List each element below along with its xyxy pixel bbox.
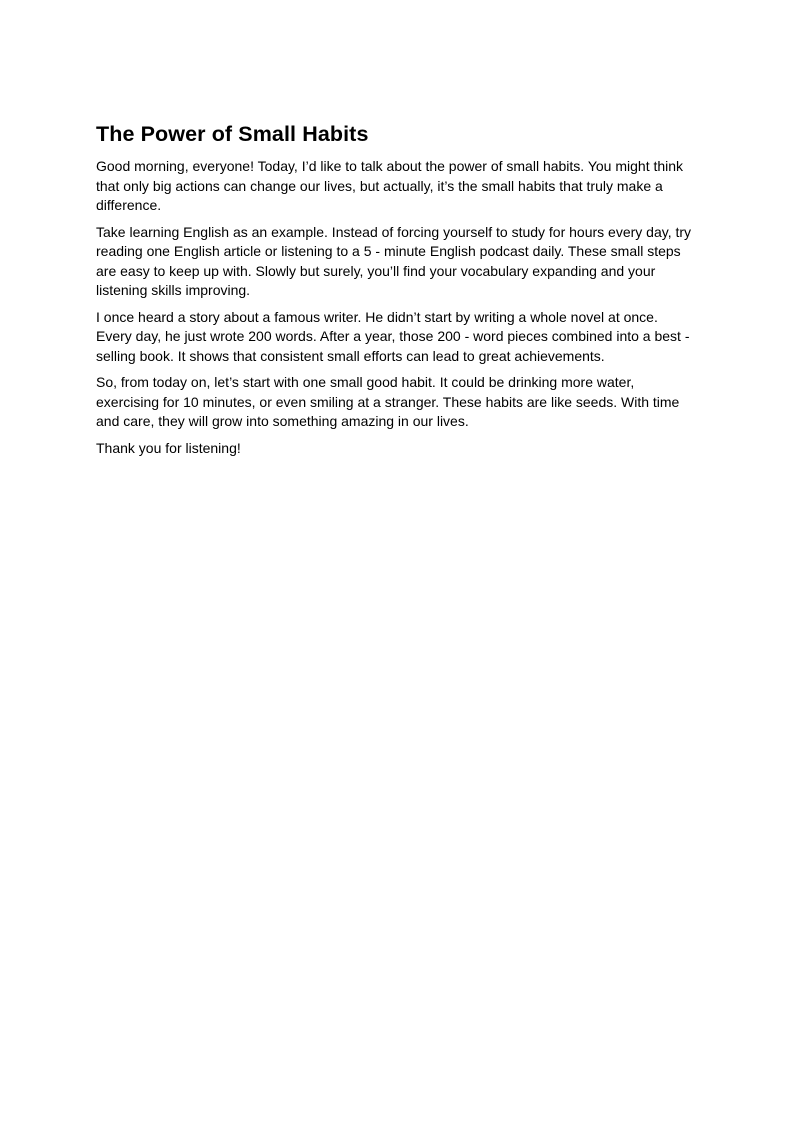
paragraph-2: Take learning English as an example. Instead of forcing yourself to study for hours every day, try reading one English article or listening to a 5 - minute English podcast daily. These small steps are easy to keep up with. Slowly but surely, you’ll find your vocabulary expanding and your listening skills improving. xyxy=(96,223,692,298)
document-title: The Power of Small Habits xyxy=(96,122,369,146)
document-page xyxy=(96,120,696,465)
paragraph-closing: Thank you for listening! xyxy=(96,439,241,456)
paragraph-3: I once heard a story about a famous writer. He didn’t start by writing a whole novel at once. Every day, he just wrote 200 words. After a year, those 200 - word pieces combined into a best - selling book. It shows that consistent small efforts can lead to great achievements. xyxy=(96,308,690,364)
document-body xyxy=(96,157,696,458)
paragraph-4: So, from today on, let’s start with one small good habit. It could be drinking more water, exercising for 10 minutes, or even smiling at a stranger. These habits are like seeds. With time and care, they will grow into something amazing in our lives. xyxy=(96,374,680,429)
paragraph-1: Good morning, everyone! Today, I’d like to talk about the power of small habits. You might think that only big actions can change our lives, but actually, it’s the small habits that truly make a difference. xyxy=(96,158,684,213)
